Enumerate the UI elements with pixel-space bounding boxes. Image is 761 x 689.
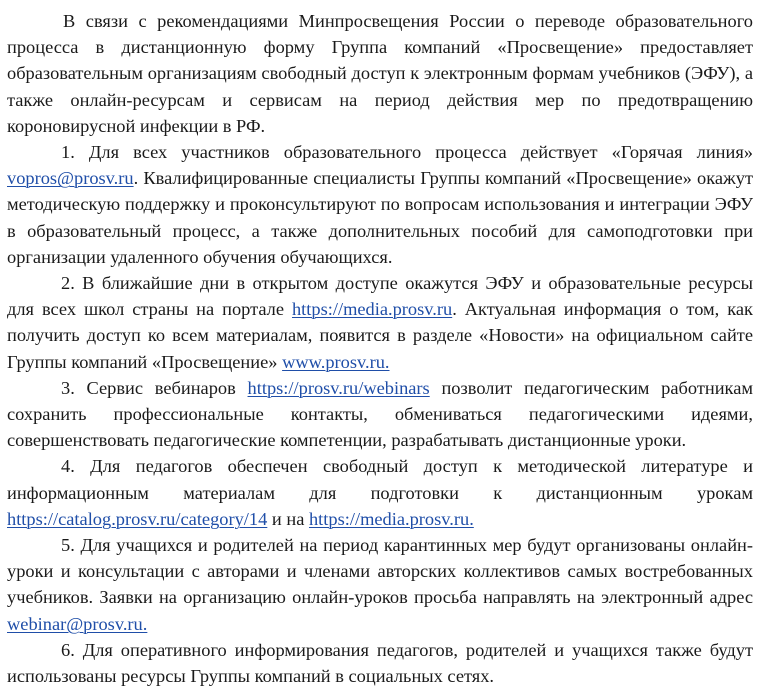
catalog-link[interactable]: https://catalog.prosv.ru/category/14	[7, 508, 268, 529]
paragraph-webinars-text-end: позволит педагогическим работникам сохранить профессиональные контакты, обмениваться педагогическими идеями, совершенствовать педагогические компетенции, разрабатывать дистанционные уроки.	[7, 377, 754, 451]
webinars-link[interactable]: https://prosv.ru/webinars	[247, 377, 430, 398]
official-site-link[interactable]: www.prosv.ru.	[282, 351, 390, 372]
paragraph-teachers-text: 4. Для педагогов обеспечен свободный доступ к методической литературе и информационным материалам для подготовки к дистанционным урокам	[7, 456, 753, 503]
paragraph-intro	[7, 8, 753, 139]
media-link[interactable]: https://media.prosv.ru.	[308, 508, 474, 529]
paragraph-intro-text: В связи с рекомендациями Минпросвещения России о переводе образовательного процесса в дистанционную форму Группа компаний «Просвещение» предоставляет образовательным организациям свободный доступ к электронным формам учебников (ЭФУ), а также онлайн-ресурсам и сервисам на период действия мер по предотвращению короновирусной инфекции в РФ.	[7, 11, 753, 136]
paragraph-social	[7, 637, 753, 689]
paragraph-webinars-text: 3. Сервис вебинаров	[61, 377, 236, 398]
paragraph-media-portal-text: 2. В ближайшие дни в открытом доступе окажутся ЭФУ и образовательные ресурсы для всех школ страны на портале	[7, 273, 753, 320]
webinar-email-link[interactable]: webinar@prosv.ru.	[7, 613, 148, 634]
paragraph-media-portal-text-middle: . Актуальная информация о том, как получить доступ ко всем материалам, появится в разделе «Новости» на официальном сайте Группы компаний «Просвещение»	[7, 299, 753, 372]
hotline-email-link[interactable]: vopros@prosv.ru	[7, 168, 134, 189]
paragraph-teachers	[7, 453, 753, 532]
media-portal-link[interactable]: https://media.prosv.ru	[291, 299, 453, 320]
paragraph-social-text: 6. Для оперативного информирования педагогов, родителей и учащихся также будут использованы ресурсы Группы компаний в социальных сетях.	[7, 639, 753, 687]
paragraph-students	[7, 532, 753, 637]
paragraph-teachers-text-middle: и на	[271, 508, 305, 529]
paragraph-hotline	[7, 139, 753, 270]
paragraph-media-portal	[7, 270, 753, 375]
paragraph-webinars	[7, 375, 753, 454]
paragraph-hotline-text: 1. Для всех участников образовательного процесса действует «Горячая линия»	[61, 142, 753, 163]
paragraph-students-text: 5. Для учащихся и родителей на период карантинных мер будут организованы онлайн-уроки и консультации с авторами и членами авторских коллективов самых востребованных учебников. Заявки на организацию онлайн-уроков просьба направлять на электронный адрес	[7, 535, 753, 608]
paragraph-hotline-text-end: . Квалифицированные специалисты Группы компаний «Просвещение» окажут методическую поддержку и проконсультируют по вопросам использования и интеграции ЭФУ в образовательный процесс, а также дополнительных пособий для самоподготовки при организации удаленного обучения обучающихся.	[7, 168, 753, 267]
